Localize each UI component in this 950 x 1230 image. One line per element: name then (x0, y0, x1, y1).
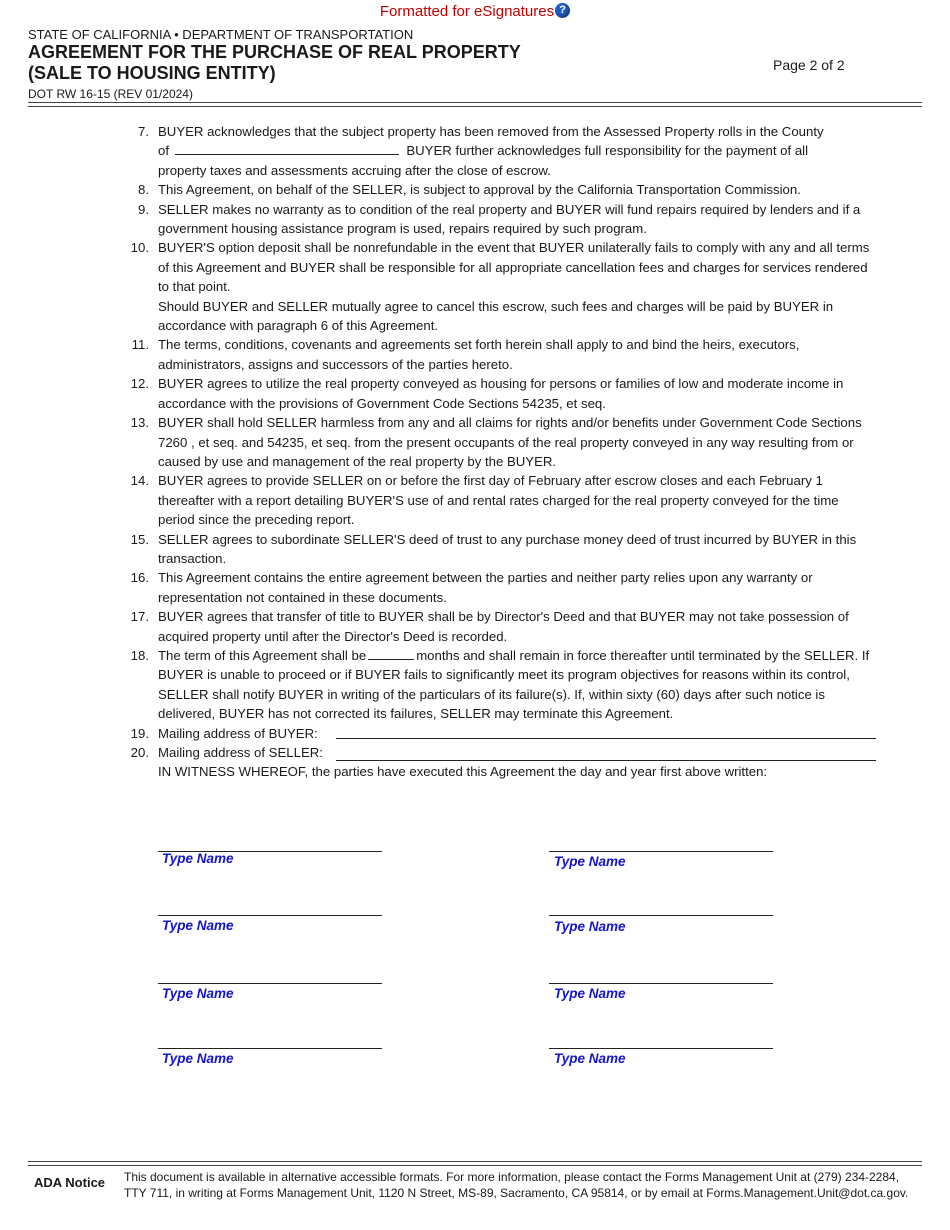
type-name-field[interactable]: Type Name (554, 1051, 626, 1066)
clause-text: The term of this Agreement shall be (158, 647, 367, 663)
help-icon[interactable]: ? (555, 3, 570, 18)
clause-18 (0, 646, 876, 724)
clause-11 (0, 335, 876, 374)
clause-19 (0, 724, 876, 743)
clause-text: SELLER agrees to subordinate SELLER'S deed of trust to any purchase money deed of trust incurred by BUYER in this transaction. (158, 531, 857, 566)
witness-statement (0, 762, 876, 781)
clause-number: 11. (131, 337, 149, 353)
clause-10 (0, 238, 876, 335)
clause-number: 12. (130, 376, 149, 392)
signature-line[interactable] (549, 851, 773, 852)
term-months-field[interactable] (368, 648, 414, 660)
seller-mailing-address-field[interactable] (336, 759, 876, 761)
clause-text: months and shall remain in force thereafter until terminated by the SELLER. If BUYER is unable to proceed or if BUYER fails to significantly meet its program objectives for reasons within its control, SELLER shall notify BUYER in writing of the particulars of its failure(s). If, within sixty (60) days after such notice is delivered, BUYER has not corrected its failures, SELLER may terminate this Agreement. (158, 647, 870, 722)
clause-17 (0, 607, 876, 646)
witness-text: IN WITNESS WHEREOF, the parties have executed this Agreement the day and year first above written: (158, 764, 768, 780)
clause-number: 15. (130, 531, 149, 547)
clause-text: BUYER agrees that transfer of title to BUYER shall be by Director's Deed and that BUYER may not take possession of acquired property until after the Director's Deed is recorded. (158, 609, 849, 644)
signature-line[interactable] (158, 915, 382, 916)
clause-text: Mailing address of SELLER: (158, 745, 323, 760)
ada-notice-label: ADA Notice (34, 1175, 106, 1190)
header-divider (28, 102, 922, 107)
county-field[interactable] (175, 143, 399, 155)
esignature-notice (0, 3, 950, 20)
clause-text: BUYER agrees to provide SELLER on or before the first day of February after escrow closes and each February 1 thereafter with a report detailing BUYER'S use of and rental rates charged for the real property conveyed for the time period since the preceding report. (158, 473, 839, 528)
clause-text: BUYER shall hold SELLER harmless from any and all claims for rights and/or benefits under Government Code Sections 7260 , et seq. and 54235, et seq. from the present occupants of the real property conveyed in any way resulting from or caused by use and management of the real property by the BUYER. (158, 415, 862, 469)
footer-divider (28, 1161, 922, 1166)
signature-line[interactable] (549, 915, 773, 916)
clause-number: 7. (138, 124, 149, 139)
esignature-notice-text: Formatted for eSignatures (379, 3, 555, 20)
clause-number: 10. (130, 240, 149, 256)
clause-8 (0, 180, 876, 199)
type-name-field[interactable]: Type Name (162, 851, 234, 866)
form-title (28, 42, 521, 84)
clause-7 (0, 122, 876, 180)
clause-text: Should BUYER and SELLER mutually agree to cancel this escrow, such fees and charges will be paid by BUYER in accordance with paragraph 6 of this Agreement. (158, 298, 834, 334)
signature-line[interactable] (158, 983, 382, 984)
clause-text: property taxes and assessments accruing after the close of escrow. (158, 162, 551, 178)
clause-number: 19. (130, 725, 149, 741)
type-name-field[interactable]: Type Name (162, 986, 234, 1001)
type-name-field[interactable]: Type Name (162, 918, 234, 933)
clause-number: 16. (130, 570, 149, 586)
type-name-field[interactable]: Type Name (554, 854, 626, 869)
page-number: Page 2 of 2 (773, 57, 845, 73)
form-title-line-2: (SALE TO HOUSING ENTITY) (28, 63, 276, 83)
clause-13 (0, 413, 876, 471)
ada-notice-text: This document is available in alternative accessible formats. For more information, please contact the Forms Management Unit at (279) 234-2284, TTY 711, in writing at Forms Management Unit, 1120 N Street, MS-89, Sacramento, CA 95814, or by email at Forms.Management.Unit@dot.ca.gov. (124, 1170, 909, 1200)
clause-number: 17. (130, 609, 149, 625)
clause-number: 18. (130, 647, 149, 663)
clause-number: 14. (130, 473, 149, 489)
signature-line[interactable] (549, 983, 773, 984)
buyer-mailing-address-field[interactable] (336, 737, 876, 739)
form-number: DOT RW 16-15 (REV 01/2024) (28, 87, 193, 101)
form-title-line-1: AGREEMENT FOR THE PURCHASE OF REAL PROPERTY (28, 42, 521, 62)
signature-line[interactable] (158, 1048, 382, 1049)
clause-text: This Agreement, on behalf of the SELLER, is subject to approval by the California Transportation Commission. (158, 182, 801, 198)
clause-number: 8. (138, 182, 149, 198)
clause-9 (0, 200, 876, 239)
clause-15 (0, 530, 876, 569)
clause-text: BUYER agrees to utilize the real property conveyed as housing for persons or families of low and moderate income in accordance with the provisions of Government Code Sections 54235, et seq. (158, 376, 844, 411)
clause-16 (0, 568, 876, 607)
type-name-field[interactable]: Type Name (162, 1051, 234, 1066)
clause-number: 20. (130, 745, 149, 760)
type-name-field[interactable]: Type Name (554, 986, 626, 1001)
clause-number: 13. (130, 415, 149, 431)
type-name-field[interactable]: Type Name (554, 919, 626, 934)
clause-text: of (158, 143, 169, 159)
clause-number: 9. (138, 201, 149, 217)
clause-12 (0, 374, 876, 413)
agreement-clauses (0, 122, 950, 782)
clause-text: BUYER'S option deposit shall be nonrefundable in the event that BUYER unilaterally fails to comply with any and all terms of this Agreement and BUYER shall be responsible for all appropriate cancellation fees and charges for services rendered to that point. (158, 240, 870, 295)
clause-text: Mailing address of BUYER: (158, 725, 318, 741)
clause-text: SELLER makes no warranty as to condition of the real property and BUYER will fund repairs required by lenders and if a government housing assistance program is used, repairs required by such program. (158, 201, 861, 237)
clause-text: This Agreement contains the entire agreement between the parties and neither party relies upon any warranty or representation not contained in these documents. (158, 570, 813, 605)
clause-text: The terms, conditions, covenants and agreements set forth herein shall apply to and bind the heirs, executors, administrators, assigns and successors of the parties hereto. (158, 337, 800, 372)
signature-line[interactable] (549, 1048, 773, 1049)
department-name: STATE OF CALIFORNIA • DEPARTMENT OF TRANSPORTATION (28, 27, 414, 42)
clause-text: BUYER acknowledges that the subject property has been removed from the Assessed Property rolls in the County (158, 124, 824, 139)
clause-text: BUYER further acknowledges full responsibility for the payment of all (406, 143, 809, 159)
clause-14 (0, 471, 876, 529)
